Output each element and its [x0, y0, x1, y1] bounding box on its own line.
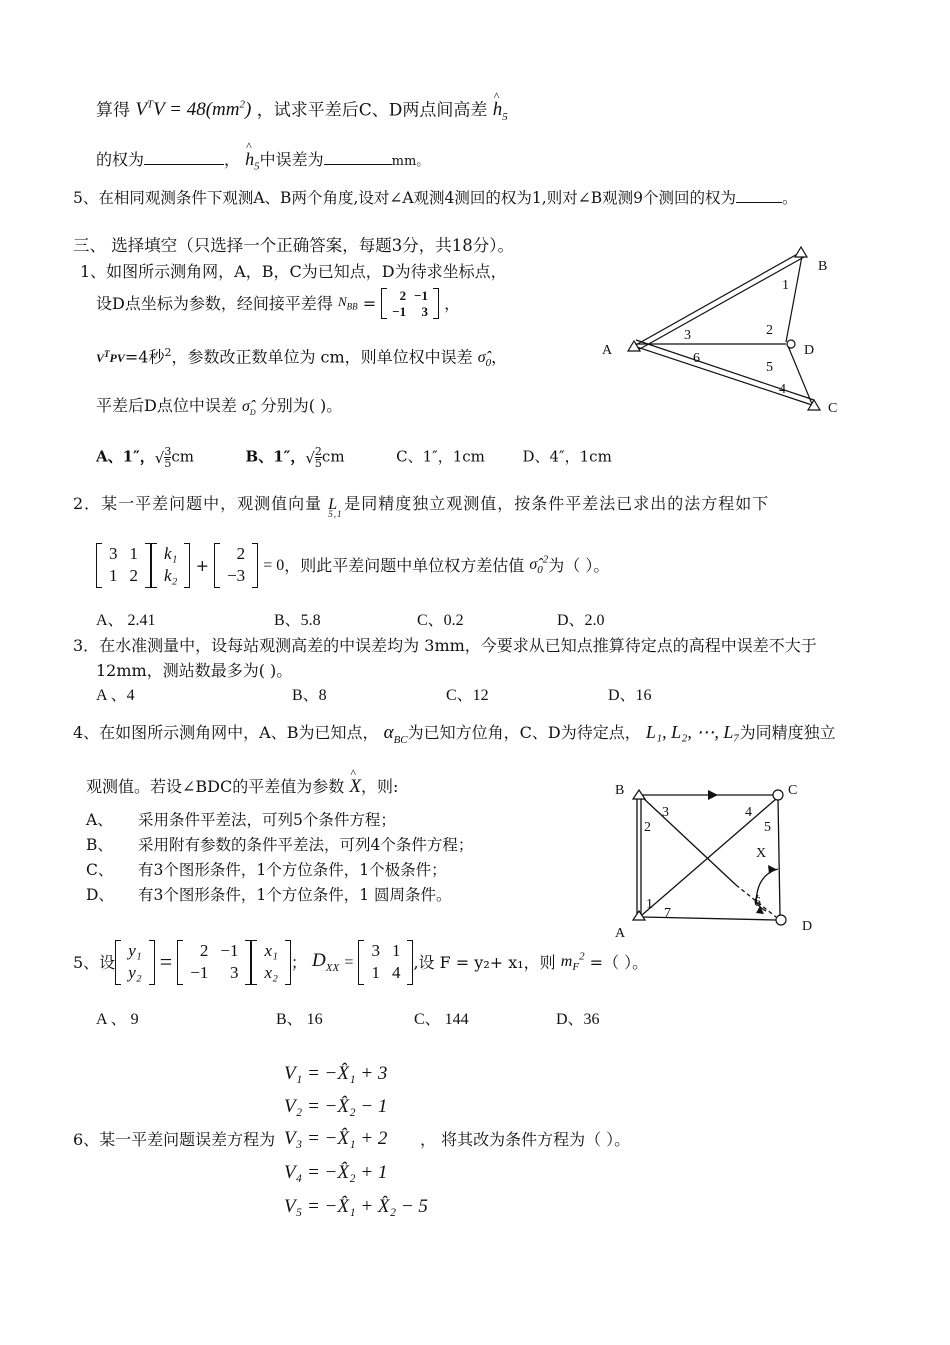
q4-option-c[interactable]: [86, 861, 447, 880]
d: D: [312, 949, 326, 971]
x-vector: [251, 940, 290, 985]
fig-angle-1: 1: [646, 897, 653, 912]
q1-option-a[interactable]: A、1″，: [96, 447, 155, 466]
q5-option-d[interactable]: D、36: [556, 1011, 600, 1028]
fig-angle-5: 5: [764, 820, 771, 835]
q1-line-1: 1、如图所示测角网，A，B，C为已知点，D为待求坐标点，: [80, 262, 507, 281]
v: V: [96, 351, 105, 366]
q2-option-c[interactable]: C、0.2: [417, 612, 464, 629]
text: ，则此平差问题中单位权方差估值: [284, 555, 525, 575]
m: m: [560, 952, 573, 970]
alpha: α: [383, 722, 394, 743]
frac: [315, 446, 322, 469]
q1-options: [96, 446, 612, 469]
fig-angle-3: 3: [662, 805, 669, 820]
fig-angle-2: 2: [644, 820, 651, 835]
triangle-icon: [795, 247, 807, 257]
cell: y₂: [128, 963, 142, 983]
sub: BC: [393, 733, 408, 746]
cell: −1: [414, 288, 429, 303]
q3-options: [96, 686, 652, 705]
sub: F: [572, 961, 580, 974]
text: 平差后D点位中误差: [96, 396, 237, 415]
h: h: [245, 149, 255, 169]
text: 4、在如图所示测角网中，A、B为已知点，: [73, 723, 379, 742]
cell: k₁: [164, 544, 178, 563]
triangle-icon: [808, 400, 820, 410]
text: 5、设: [73, 952, 116, 972]
q1-option-d[interactable]: D、4″，1cm: [522, 447, 612, 466]
cell: 3: [371, 941, 380, 960]
q4-quadrilateral-figure: [606, 775, 826, 945]
blank-q5[interactable]: [736, 188, 782, 203]
sub: BB: [346, 301, 358, 312]
q3-line-1: 3．在水准测量中，设每站观测高差的中误差均为 3mm，今要求从已知点推算待定点的高程中误差不大于: [73, 636, 817, 655]
fig-label-b: B: [615, 783, 625, 798]
fig-angle-6: 6: [693, 351, 700, 366]
fig-angle-4: 4: [779, 382, 786, 397]
blank-weight[interactable]: [144, 150, 224, 165]
q6-eq-1: V₁ = −X̂₁ + 3: [284, 1063, 388, 1084]
h5-hat-2: [245, 149, 260, 174]
cell: 4: [391, 963, 401, 983]
cell: 2: [199, 941, 209, 960]
blank-error[interactable]: [324, 150, 392, 165]
q5-option-b[interactable]: B、 16: [276, 1011, 323, 1028]
den: 5: [314, 457, 322, 470]
cell: y₁: [128, 941, 142, 960]
sigma: σ̂: [477, 349, 486, 367]
unit: cm: [321, 447, 345, 466]
cell: −1: [190, 963, 209, 983]
q5-options: [96, 1010, 600, 1029]
fig-label-c: C: [788, 783, 798, 798]
q2-line-2: [96, 543, 609, 588]
text: 算得: [96, 100, 130, 121]
plus: +: [195, 555, 209, 575]
h5-hat: [493, 99, 508, 124]
sub: D: [249, 408, 256, 418]
q6-eq-4: V₄ = −X̂₂ + 1: [284, 1162, 388, 1183]
triangle-icon: [628, 341, 640, 351]
text: 为已知方位角，C、D为待定点，: [407, 723, 641, 742]
text: =（ ）。: [589, 952, 649, 972]
cell: x₁: [264, 941, 278, 960]
cell: k₂: [164, 566, 178, 586]
q2-vector-k: [151, 543, 190, 588]
arrow-icon: [768, 865, 776, 874]
sup: 2: [579, 950, 585, 963]
key: C、: [86, 861, 114, 879]
eq: = 0: [263, 556, 285, 574]
sqrt-icon: √: [305, 448, 315, 467]
top-q5: [73, 188, 797, 208]
text: ,设 F = y₂+ x₁，则: [413, 952, 556, 972]
q2-options: [96, 611, 605, 630]
top-line-2: [96, 149, 429, 174]
eq: =: [344, 953, 354, 971]
cell: 3: [421, 303, 429, 319]
text: ；: [290, 952, 307, 972]
fig-label-a: A: [615, 926, 626, 941]
unit: cm: [171, 447, 194, 466]
cell: −1: [392, 303, 407, 319]
q2-option-d[interactable]: D、2.0: [557, 612, 605, 629]
circle-icon: [773, 790, 783, 800]
text: 2．某一平差问题中，观测值向量: [73, 494, 323, 513]
q4-option-b[interactable]: [86, 836, 473, 855]
text: ，: [491, 347, 508, 367]
q2-option-a[interactable]: A、 2.41: [96, 612, 156, 629]
cell: 1: [371, 963, 380, 983]
den: 5: [164, 457, 172, 470]
num: 3: [164, 445, 172, 458]
fig-label-b: B: [818, 259, 828, 274]
fig-angle-7: 7: [664, 906, 671, 921]
cell: 2: [129, 566, 138, 586]
text: ，试求平差后C、D两点间高差: [256, 100, 488, 121]
q5-option-a[interactable]: A 、 9: [96, 1011, 139, 1028]
formula-vv: V = 48(mm: [153, 99, 240, 121]
l-list: L₁, L₂, ⋯, L₇: [645, 722, 740, 742]
q6-suffix: ， 将其改为条件方程为（ ）。: [420, 1130, 631, 1149]
q4-line-2: [86, 776, 398, 799]
q1-triangulation-figure: [596, 240, 856, 420]
q1-line-2: [96, 288, 460, 319]
q4-option-d[interactable]: [86, 886, 452, 905]
q3-option-d[interactable]: D、16: [608, 687, 652, 704]
a-matrix: [177, 940, 251, 985]
q6-eq-5: V₅ = −X̂₁ + X̂₂ − 5: [284, 1196, 428, 1217]
cell: 2: [399, 288, 407, 303]
key: B、: [86, 836, 113, 854]
fig-label-a: A: [602, 343, 613, 358]
arrow-icon: [708, 790, 718, 800]
q6-prefix: 6、某一平差问题误差方程为: [73, 1130, 276, 1149]
q3-option-b[interactable]: B、8: [292, 687, 327, 704]
eq: =: [159, 949, 173, 975]
q6-eq-3: V₃ = −X̂₁ + 2: [284, 1128, 388, 1149]
nbb-matrix: [381, 288, 439, 319]
text: 观测值。若设∠BDC的平差值为参数: [86, 777, 345, 796]
sup: 2: [164, 346, 172, 359]
fig-label-d: D: [804, 343, 815, 358]
sub: 0: [537, 564, 543, 577]
text: 是同精度独立观测值，按条件平差法已求出的法方程如下: [344, 494, 770, 513]
fig-label-d: D: [802, 919, 813, 934]
fig-angle-3: 3: [684, 328, 691, 343]
q2-line-1: [73, 494, 770, 519]
sqrt-icon: √: [154, 448, 165, 467]
nbb: N: [337, 294, 347, 310]
cell: 1: [391, 941, 401, 960]
cell: x₂: [264, 963, 278, 983]
fig-angle-2: 2: [766, 323, 773, 338]
text: ，则:: [360, 777, 399, 796]
q2-matrix-n: [96, 543, 151, 588]
text: 有3个图形条件，1个方位条件，1 圆周条件。: [138, 886, 452, 904]
sup: T: [104, 349, 110, 360]
triangle-icon: [633, 911, 645, 920]
h: h: [492, 99, 503, 121]
q2-option-b[interactable]: B、5.8: [274, 612, 321, 629]
top-line-1: [96, 99, 508, 124]
q4-line-1: [73, 722, 836, 747]
text: 采用条件平差法，可列5个条件方程；: [138, 811, 396, 829]
sub: XX: [325, 961, 340, 974]
eq: =: [362, 294, 377, 313]
fig-label-c: C: [828, 401, 838, 416]
sigma-d: σ̂: [241, 398, 250, 415]
text: ，参数改正数单位为 cm，则单位权中误差: [171, 347, 473, 367]
q3-option-c[interactable]: C、12: [446, 687, 489, 704]
sup-2: 2: [239, 99, 245, 111]
q3-option-a[interactable]: A 、4: [96, 687, 135, 704]
d-matrix: [358, 940, 413, 985]
sub: 5: [254, 160, 260, 173]
text: 为（ ）。: [548, 555, 610, 575]
cell: 1: [109, 566, 118, 586]
pv: PV: [109, 351, 125, 366]
cell: 3: [229, 963, 239, 983]
sub: 5: [502, 111, 508, 124]
formula-close: ): [245, 99, 252, 121]
l-vector: L: [328, 496, 339, 513]
sigma: σ̂: [529, 555, 538, 573]
circle-icon: [787, 340, 795, 348]
sup-t: T: [147, 99, 154, 111]
text: =4秒: [124, 347, 165, 367]
q3-line-2: 12mm，测站数最多为( )。: [96, 661, 293, 680]
formula-v: V: [135, 99, 148, 121]
cell: −1: [220, 941, 239, 960]
cell: 3: [109, 544, 118, 563]
q1-line-3: [96, 346, 507, 371]
x-hat: ^ X: [349, 776, 361, 799]
q1-option-b[interactable]: B、1″，: [245, 447, 306, 466]
key: A、: [86, 811, 113, 829]
text: 采用附有参数的条件平差法，可列4个条件方程；: [138, 836, 474, 854]
q1-option-c[interactable]: C、1″，1cm: [396, 447, 485, 466]
text: 中误差为: [259, 150, 324, 169]
q2-vector-w: [214, 543, 258, 588]
cell: 2: [236, 544, 246, 563]
q5-line-1: [73, 940, 648, 985]
text: 。: [781, 189, 798, 207]
text: 的权为: [96, 150, 145, 169]
fig-angle-4: 4: [745, 805, 752, 820]
cell: −3: [227, 566, 246, 586]
text: mm。: [391, 154, 430, 169]
y-vector: [115, 940, 154, 985]
key: D、: [86, 886, 114, 904]
sup: 2: [542, 553, 549, 566]
q5-text: 5、在相同观测条件下观测A、B两个角度,设对∠A观测4测回的权为1,则对∠B观测9个测回的权为: [73, 189, 736, 207]
text: 有3个图形条件，1个方位条件，1个极条件；: [138, 861, 447, 879]
cell: 1: [129, 544, 138, 563]
fig-label-x: X: [756, 846, 767, 861]
q1-line-4: [96, 396, 342, 418]
num: 2: [314, 445, 322, 458]
fig-angle-6: 6: [754, 895, 761, 910]
fig-angle-5: 5: [766, 360, 773, 375]
q4-option-a[interactable]: [86, 811, 396, 830]
circle-icon: [776, 915, 786, 925]
sub: 5,1: [328, 509, 343, 519]
text: 为同精度独立: [739, 723, 836, 742]
section-3-heading: 三、 选择填空（只选择一个正确答案，每题3分，共18分）。: [73, 236, 514, 255]
q5-option-c[interactable]: C、 144: [414, 1011, 469, 1028]
sub: 0: [485, 357, 492, 370]
q6-eq-2: V₂ = −X̂₂ − 1: [284, 1096, 388, 1117]
text: ，: [444, 294, 461, 313]
fig-angle-1: 1: [782, 278, 789, 293]
text: ，: [224, 150, 241, 169]
text: 设D点坐标为参数，经间接平差得: [96, 294, 333, 313]
text: 分别为( )。: [260, 396, 343, 415]
